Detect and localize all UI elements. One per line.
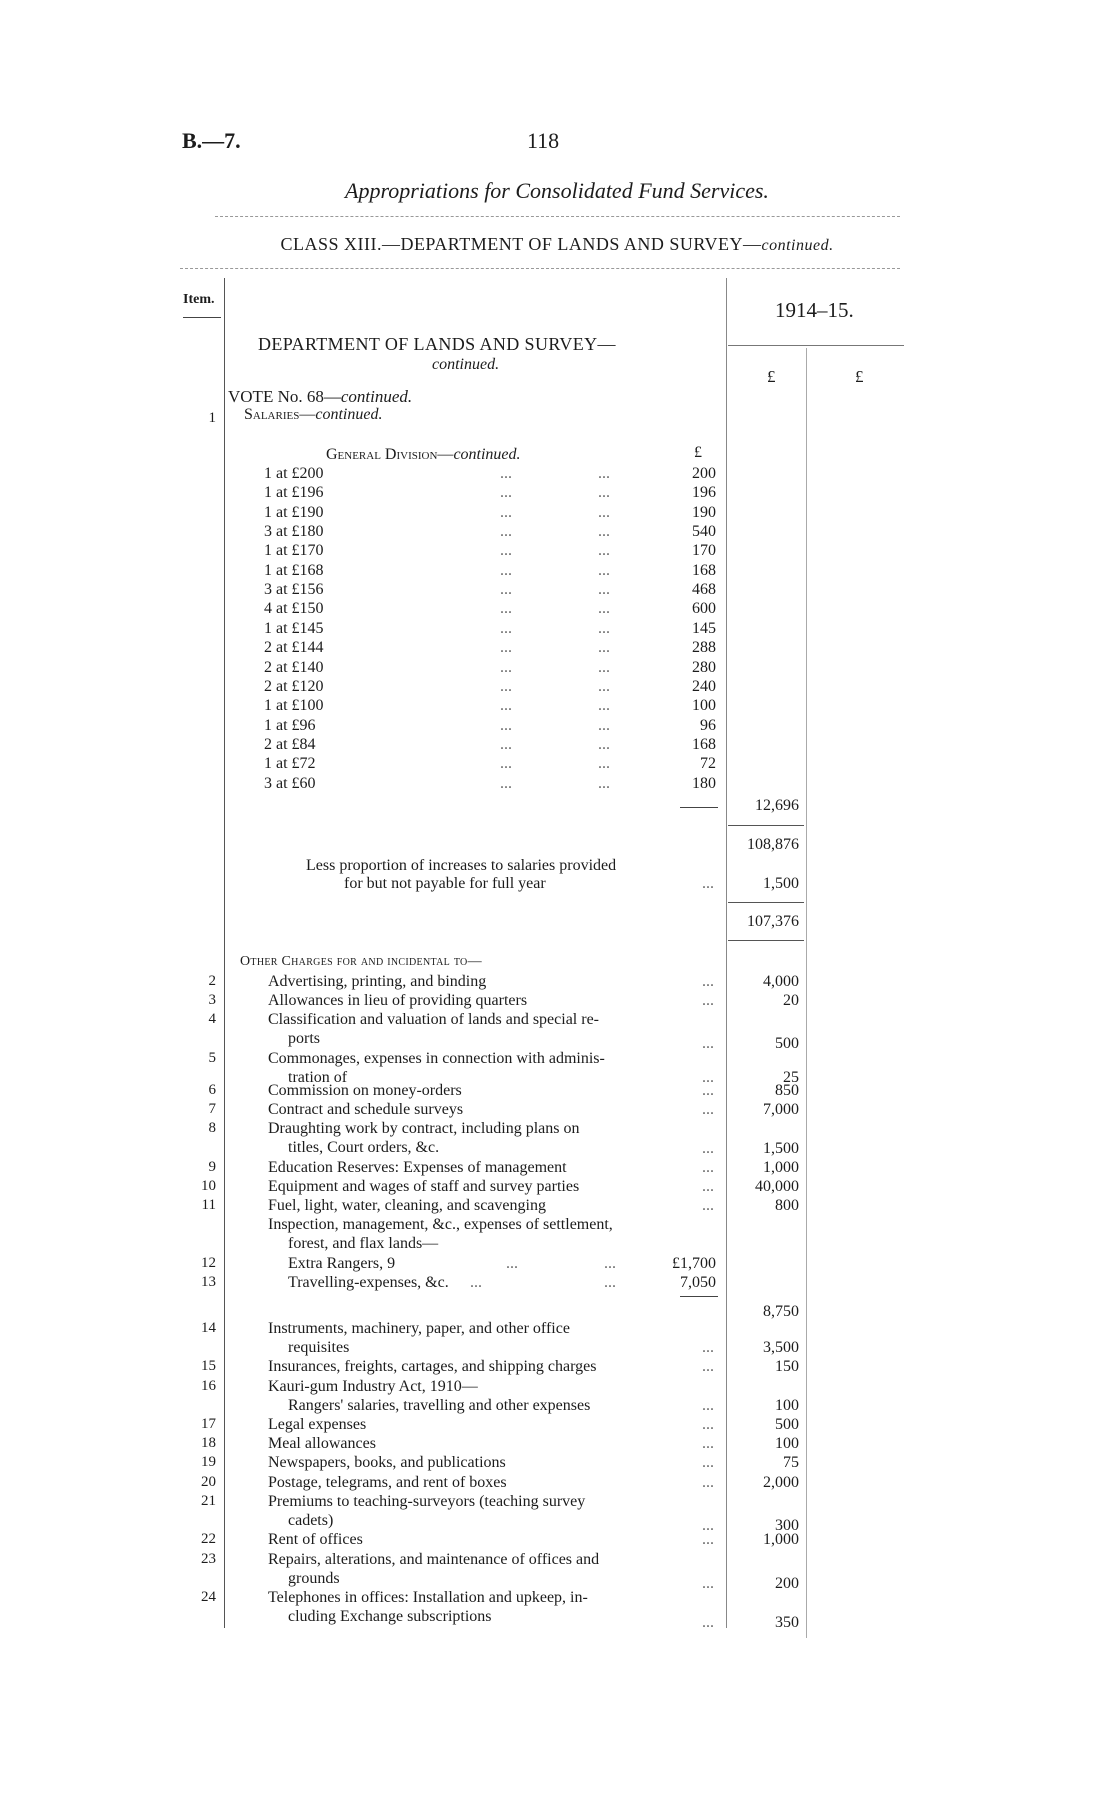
divider bbox=[728, 345, 904, 346]
item-column-header: Item. bbox=[183, 292, 215, 307]
salary-row-amount: 168 bbox=[692, 735, 716, 753]
vote-heading: VOTE No. 68—continued. bbox=[228, 387, 413, 406]
salary-row bbox=[0, 736, 1114, 755]
less-proportion-line2: for but not payable for full year bbox=[344, 875, 546, 892]
charge-description-cont: requisites bbox=[288, 1339, 350, 1356]
leader-dots: ... bbox=[598, 774, 610, 792]
leader-dots: ... bbox=[702, 1358, 714, 1375]
salaries-total: 108,876 bbox=[747, 836, 799, 853]
salary-row-desc: 1 at £170 bbox=[264, 542, 324, 560]
page-title: Appropriations for Consolidated Fund Services. bbox=[345, 178, 769, 203]
charge-amount: 300 bbox=[775, 1517, 799, 1534]
pound-sign: £ bbox=[767, 367, 776, 386]
general-division-heading: General Division—continued. bbox=[326, 446, 521, 463]
charge-description: Classification and valuation of lands and special re- bbox=[268, 1011, 600, 1028]
item-number: 6 bbox=[208, 1082, 216, 1098]
salary-row bbox=[0, 465, 1114, 484]
leader-dots: ... bbox=[702, 1575, 714, 1592]
salary-row bbox=[0, 600, 1114, 619]
item-number: 22 bbox=[201, 1531, 216, 1547]
salary-row-desc: 2 at £144 bbox=[264, 639, 324, 657]
divider bbox=[728, 825, 804, 826]
other-charges-heading: Other Charges for and incidental to— bbox=[240, 954, 482, 969]
charge-description: Meal allowances bbox=[268, 1435, 376, 1452]
divider bbox=[728, 940, 804, 941]
charge-amount: 1,500 bbox=[763, 1140, 799, 1157]
salary-row-amount: 240 bbox=[692, 677, 716, 695]
charge-description-cont: cluding Exchange subscriptions bbox=[288, 1608, 492, 1625]
salary-row bbox=[0, 755, 1114, 774]
salary-row-desc: 4 at £150 bbox=[264, 600, 324, 618]
leader-dots: ... bbox=[500, 542, 512, 560]
salary-row-amount: 468 bbox=[692, 581, 716, 599]
leader-dots: ... bbox=[598, 600, 610, 618]
charge-amount: 4,000 bbox=[763, 973, 799, 990]
salary-row bbox=[0, 484, 1114, 503]
leader-dots: ... bbox=[470, 1274, 482, 1291]
leader-dots: ... bbox=[500, 735, 512, 753]
inspection-total: 8,750 bbox=[763, 1303, 799, 1320]
leader-dots: ... bbox=[500, 639, 512, 657]
leader-dots: ... bbox=[500, 600, 512, 618]
charge-description-cont: grounds bbox=[288, 1570, 340, 1587]
charge-description: Contract and schedule surveys bbox=[268, 1101, 464, 1118]
salary-row-desc: 1 at £200 bbox=[264, 465, 324, 482]
charge-amount: 1,000 bbox=[763, 1531, 799, 1548]
charge-amount: 800 bbox=[775, 1197, 799, 1214]
salary-row-amount: 190 bbox=[692, 503, 716, 521]
salary-row-desc: 3 at £180 bbox=[264, 523, 324, 541]
salary-row-amount: 180 bbox=[692, 774, 716, 792]
leader-dots: ... bbox=[598, 465, 610, 482]
salary-row-desc: 1 at £72 bbox=[264, 755, 316, 773]
salary-row-desc: 1 at £168 bbox=[264, 561, 324, 579]
salary-row-amount: 196 bbox=[692, 484, 716, 502]
charge-description-cont: ports bbox=[288, 1030, 320, 1047]
charge-description: Instruments, machinery, paper, and other office bbox=[268, 1320, 570, 1337]
item-number: 20 bbox=[201, 1474, 216, 1490]
leader-dots: ... bbox=[500, 677, 512, 695]
charge-amount: 850 bbox=[775, 1082, 799, 1099]
charge-amount: 3,500 bbox=[763, 1339, 799, 1356]
salary-row bbox=[0, 659, 1114, 678]
item-number: 19 bbox=[201, 1454, 216, 1470]
salary-row-amount: 540 bbox=[692, 523, 716, 541]
charge-description: Advertising, printing, and binding bbox=[268, 973, 487, 990]
charge-amount: 2,000 bbox=[763, 1474, 799, 1491]
charge-description: Equipment and wages of staff and survey parties bbox=[268, 1178, 580, 1195]
salary-row-amount: 600 bbox=[692, 600, 716, 618]
charge-description-cont: cadets) bbox=[288, 1512, 334, 1529]
item-number: 24 bbox=[201, 1589, 216, 1605]
leader-dots: ... bbox=[598, 561, 610, 579]
salary-row-amount: 100 bbox=[692, 697, 716, 715]
leader-dots: ... bbox=[500, 561, 512, 579]
inspection-heading-cont: forest, and flax lands— bbox=[288, 1235, 439, 1252]
salary-row-amount: 96 bbox=[700, 716, 716, 734]
extra-rangers: Extra Rangers, 9 bbox=[288, 1255, 396, 1272]
divider bbox=[680, 1296, 718, 1297]
salary-row bbox=[0, 775, 1114, 794]
class-heading: CLASS XIII.—DEPARTMENT OF LANDS AND SURVEY—continued. bbox=[280, 234, 834, 254]
leader-dots: ... bbox=[702, 1435, 714, 1452]
item-number: 4 bbox=[208, 1011, 216, 1027]
leader-dots: ... bbox=[598, 581, 610, 599]
charge-amount: 100 bbox=[775, 1397, 799, 1414]
salaries-heading: Salaries—continued. bbox=[244, 406, 383, 423]
leader-dots: ... bbox=[702, 1197, 714, 1214]
leader-dots: ... bbox=[702, 1454, 714, 1471]
leader-dots: ... bbox=[598, 639, 610, 657]
leader-dots: ... bbox=[702, 1517, 714, 1534]
charge-description: Draughting work by contract, including plans on bbox=[268, 1120, 580, 1137]
salary-row bbox=[0, 504, 1114, 523]
salary-row-amount: 200 bbox=[692, 465, 716, 482]
item-number: 16 bbox=[201, 1378, 216, 1394]
travelling-expenses: Travelling-expenses, &c. bbox=[288, 1274, 449, 1291]
salary-row-desc: 1 at £190 bbox=[264, 503, 324, 521]
salary-row bbox=[0, 581, 1114, 600]
leader-dots: ... bbox=[702, 1416, 714, 1433]
leader-dots: ... bbox=[500, 716, 512, 734]
charge-description: Premiums to teaching-surveyors (teaching survey bbox=[268, 1493, 586, 1510]
charge-amount: 1,000 bbox=[763, 1159, 799, 1176]
leader-dots: ... bbox=[702, 1082, 714, 1099]
item-number: 15 bbox=[201, 1358, 216, 1374]
leader-dots: ... bbox=[500, 774, 512, 792]
salary-row-desc: 1 at £145 bbox=[264, 619, 324, 637]
net-salaries-total: 107,376 bbox=[747, 913, 799, 930]
leader-dots: ... bbox=[598, 523, 610, 541]
extra-rangers-amount: £1,700 bbox=[672, 1255, 716, 1272]
leader-dots: ... bbox=[598, 735, 610, 753]
item-number: 13 bbox=[201, 1274, 216, 1290]
leader-dots: ... bbox=[702, 973, 714, 990]
item-number: 10 bbox=[201, 1178, 216, 1194]
salary-row bbox=[0, 639, 1114, 658]
leader-dots: ... bbox=[598, 677, 610, 695]
document-reference: B.—7. bbox=[182, 128, 241, 153]
leader-dots: ... bbox=[702, 1531, 714, 1548]
department-heading: DEPARTMENT OF LANDS AND SURVEY— bbox=[258, 334, 616, 354]
item-number: 18 bbox=[201, 1435, 216, 1451]
salary-row-amount: 288 bbox=[692, 639, 716, 657]
salary-row bbox=[0, 562, 1114, 581]
inspection-heading: Inspection, management, &c., expenses of settlement, bbox=[268, 1216, 613, 1233]
less-proportion-line1: Less proportion of increases to salaries provided bbox=[306, 857, 617, 874]
salary-row-desc: 2 at £120 bbox=[264, 677, 324, 695]
charge-description: Postage, telegrams, and rent of boxes bbox=[268, 1474, 507, 1491]
leader-dots: ... bbox=[500, 658, 512, 676]
item-number: 7 bbox=[208, 1101, 216, 1117]
item-number: 1 bbox=[208, 410, 216, 426]
travelling-expenses-amount: 7,050 bbox=[680, 1274, 716, 1291]
leader-dots: ... bbox=[604, 1255, 616, 1272]
charge-amount: 100 bbox=[775, 1435, 799, 1452]
leader-dots: ... bbox=[702, 875, 714, 892]
leader-dots: ... bbox=[598, 716, 610, 734]
charge-amount: 350 bbox=[775, 1614, 799, 1631]
charge-amount: 40,000 bbox=[755, 1178, 799, 1195]
charge-amount: 75 bbox=[783, 1454, 799, 1471]
charge-description: Repairs, alterations, and maintenance of offices and bbox=[268, 1551, 600, 1568]
salary-row-desc: 2 at £84 bbox=[264, 735, 316, 753]
item-number: 14 bbox=[201, 1320, 216, 1336]
charge-amount: 25 bbox=[783, 1069, 799, 1086]
divider bbox=[180, 268, 900, 269]
leader-dots: ... bbox=[598, 755, 610, 773]
salary-row bbox=[0, 678, 1114, 697]
salary-row bbox=[0, 523, 1114, 542]
charge-description: Allowances in lieu of providing quarters bbox=[268, 992, 528, 1009]
leader-dots: ... bbox=[702, 1069, 714, 1086]
leader-dots: ... bbox=[702, 992, 714, 1009]
charge-description: Fuel, light, water, cleaning, and scavenging bbox=[268, 1197, 546, 1214]
leader-dots: ... bbox=[598, 503, 610, 521]
salary-row-amount: 145 bbox=[692, 619, 716, 637]
charge-description-cont: titles, Court orders, &c. bbox=[288, 1139, 440, 1156]
pound-sign: £ bbox=[694, 444, 702, 461]
item-number: 21 bbox=[201, 1493, 216, 1509]
leader-dots: ... bbox=[500, 697, 512, 715]
salary-row bbox=[0, 697, 1114, 716]
salary-row bbox=[0, 717, 1114, 736]
leader-dots: ... bbox=[500, 755, 512, 773]
item-number: 17 bbox=[201, 1416, 216, 1432]
charge-amount: 20 bbox=[783, 992, 799, 1009]
leader-dots: ... bbox=[506, 1255, 518, 1272]
charge-amount: 7,000 bbox=[763, 1101, 799, 1118]
leader-dots: ... bbox=[500, 484, 512, 502]
leader-dots: ... bbox=[500, 465, 512, 482]
leader-dots: ... bbox=[500, 523, 512, 541]
charge-description-cont: Rangers' salaries, travelling and other expenses bbox=[288, 1397, 591, 1414]
charge-description: Rent of offices bbox=[268, 1531, 363, 1548]
leader-dots: ... bbox=[598, 619, 610, 637]
charge-description: Commission on money-orders bbox=[268, 1082, 462, 1099]
leader-dots: ... bbox=[702, 1397, 714, 1414]
general-division-total: 12,696 bbox=[755, 797, 799, 814]
leader-dots: ... bbox=[500, 503, 512, 521]
salary-row-desc: 1 at £196 bbox=[264, 484, 324, 502]
charge-amount: 500 bbox=[775, 1035, 799, 1052]
item-number: 3 bbox=[208, 992, 216, 1008]
item-number: 2 bbox=[208, 973, 216, 989]
leader-dots: ... bbox=[702, 1101, 714, 1118]
divider bbox=[680, 807, 718, 808]
salary-row-desc: 1 at £100 bbox=[264, 697, 324, 715]
salary-row-desc: 3 at £156 bbox=[264, 581, 324, 599]
salary-row bbox=[0, 620, 1114, 639]
leader-dots: ... bbox=[598, 658, 610, 676]
salary-row-desc: 1 at £96 bbox=[264, 716, 316, 734]
salary-row-amount: 280 bbox=[692, 658, 716, 676]
charge-description: Legal expenses bbox=[268, 1416, 367, 1433]
item-number: 23 bbox=[201, 1551, 216, 1567]
page-number: 118 bbox=[527, 128, 560, 153]
item-number: 12 bbox=[201, 1255, 216, 1271]
leader-dots: ... bbox=[702, 1035, 714, 1052]
item-number: 8 bbox=[208, 1120, 216, 1136]
charge-description: Commonages, expenses in connection with adminis- bbox=[268, 1050, 605, 1067]
salary-row-desc: 3 at £60 bbox=[264, 774, 316, 792]
leader-dots: ... bbox=[702, 1614, 714, 1631]
charge-description: Telephones in offices: Installation and upkeep, in- bbox=[268, 1589, 588, 1606]
divider bbox=[728, 902, 804, 903]
salary-row-desc: 2 at £140 bbox=[264, 658, 324, 676]
department-continued: continued. bbox=[432, 356, 500, 373]
leader-dots: ... bbox=[604, 1274, 616, 1291]
charge-description: Kauri-gum Industry Act, 1910— bbox=[268, 1378, 478, 1395]
leader-dots: ... bbox=[702, 1178, 714, 1195]
salary-row-amount: 170 bbox=[692, 542, 716, 560]
leader-dots: ... bbox=[702, 1140, 714, 1157]
charge-description: Newspapers, books, and publications bbox=[268, 1454, 506, 1471]
charge-description-cont: tration of bbox=[288, 1069, 348, 1086]
leader-dots: ... bbox=[702, 1339, 714, 1356]
item-number: 11 bbox=[201, 1197, 216, 1213]
charge-amount: 200 bbox=[775, 1575, 799, 1592]
leader-dots: ... bbox=[598, 484, 610, 502]
divider bbox=[183, 317, 221, 318]
item-number: 5 bbox=[208, 1050, 216, 1066]
leader-dots: ... bbox=[598, 542, 610, 560]
salary-row bbox=[0, 542, 1114, 561]
pound-sign: £ bbox=[855, 367, 864, 386]
less-proportion-amount: 1,500 bbox=[763, 875, 799, 892]
leader-dots: ... bbox=[598, 697, 610, 715]
item-number: 9 bbox=[208, 1159, 216, 1175]
salary-row-amount: 72 bbox=[700, 755, 716, 773]
year-column-header: 1914–15. bbox=[775, 298, 854, 322]
leader-dots: ... bbox=[500, 581, 512, 599]
leader-dots: ... bbox=[500, 619, 512, 637]
charge-description: Education Reserves: Expenses of management bbox=[268, 1159, 567, 1176]
charge-description: Insurances, freights, cartages, and shipping charges bbox=[268, 1358, 597, 1375]
leader-dots: ... bbox=[702, 1474, 714, 1491]
charge-amount: 500 bbox=[775, 1416, 799, 1433]
leader-dots: ... bbox=[702, 1159, 714, 1176]
salary-row-amount: 168 bbox=[692, 561, 716, 579]
divider bbox=[215, 216, 900, 217]
charge-amount: 150 bbox=[775, 1358, 799, 1375]
